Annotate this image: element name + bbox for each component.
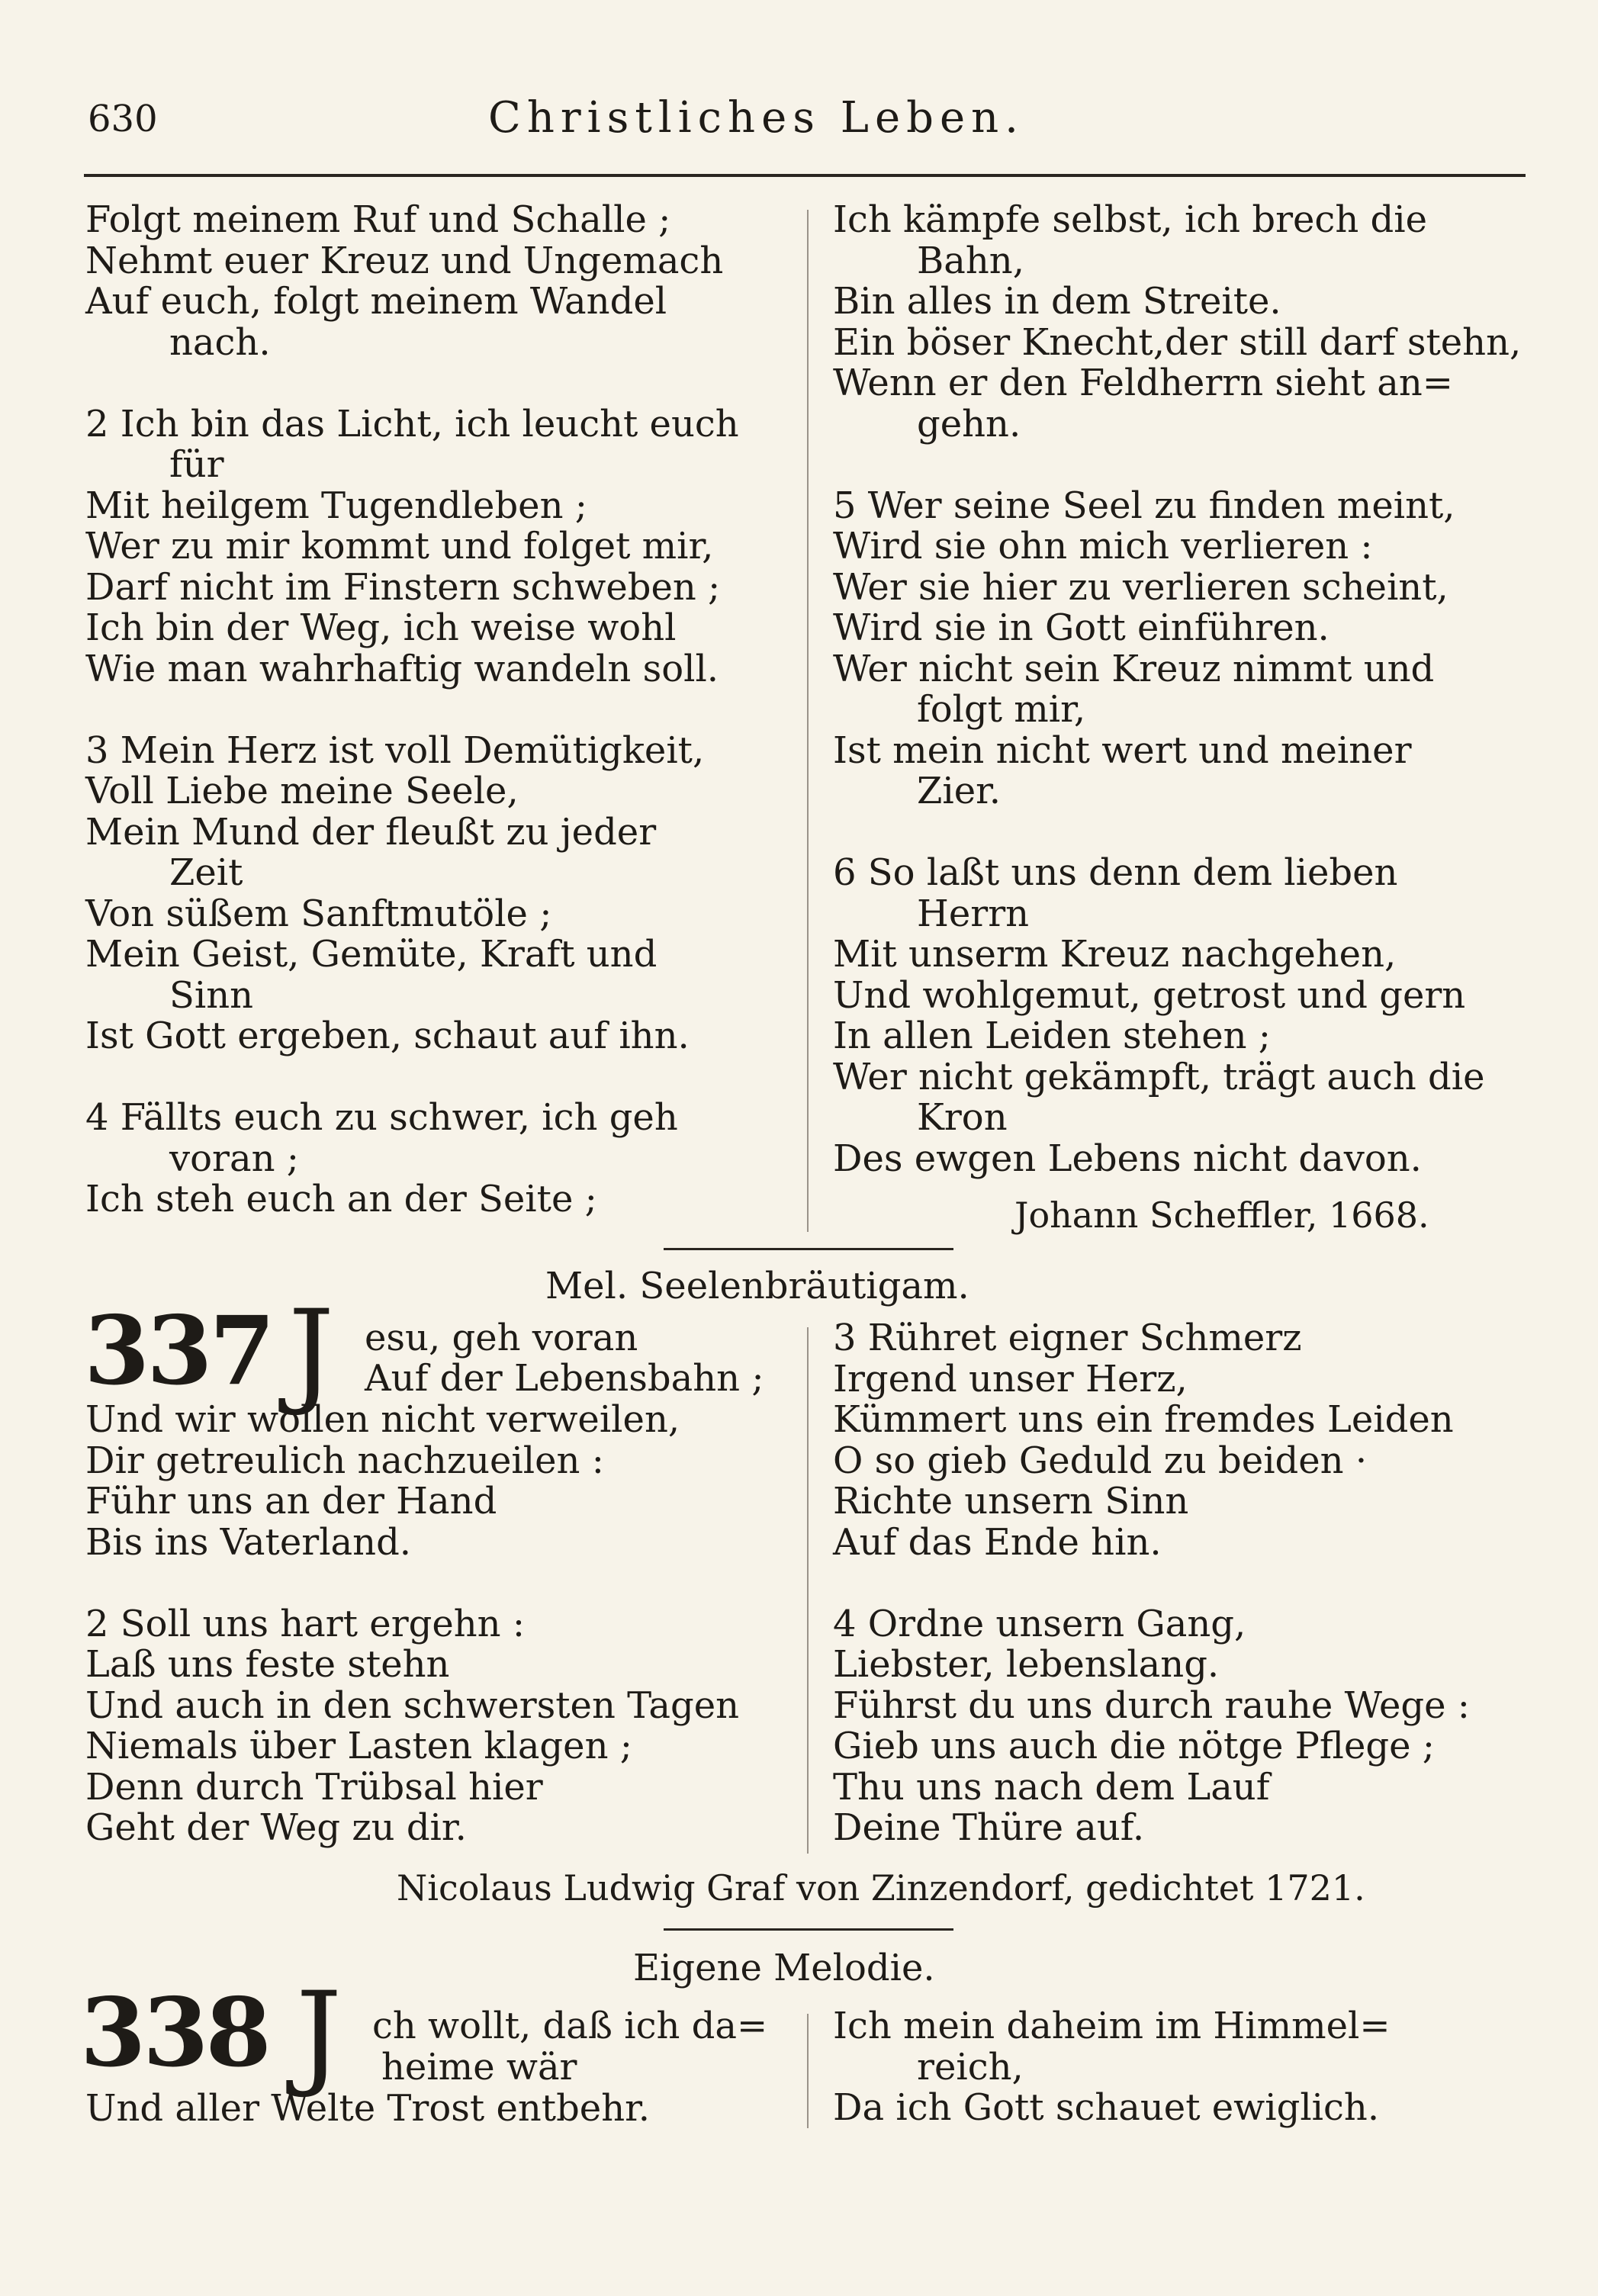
hymn-338-left-column <box>85 2089 795 2130</box>
verse-line: Gieb uns auch die nötge Pflege ; <box>833 1725 1435 1767</box>
hymn-338-right-column <box>833 2006 1535 2129</box>
verse-line: Und wohlgemut, getrost und gern <box>833 973 1466 1017</box>
verse-line: 2 Ich bin das Licht, ich leucht euch <box>85 402 739 445</box>
verse-line: Und aller Welte Trost entbehr. <box>85 2087 651 2130</box>
verse-line: Ist mein nicht wert und meiner <box>833 728 1412 772</box>
verse-line: für <box>169 443 224 486</box>
verse-line: Mein Geist, Gemüte, Kraft und <box>85 933 658 976</box>
running-title: Christliches Leben. <box>488 93 1024 143</box>
verse-line: 3 Mein Herz ist voll Demütigkeit, <box>85 728 705 772</box>
verse-line: Ich bin der Weg, ich weise wohl <box>85 606 677 649</box>
verse-line: Zeit <box>169 851 243 894</box>
verse-line: Wer nicht sein Kreuz nimmt und <box>833 647 1435 690</box>
stanza-gap <box>85 1057 795 1098</box>
verse-line: Mit heilgem Tugendleben ; <box>85 484 587 527</box>
prev-hymn-right-column <box>833 200 1535 1179</box>
verse-line: Da ich Gott schauet ewiglich. <box>833 2086 1380 2129</box>
verse-line: Herrn <box>917 892 1030 935</box>
verse-line: Auf der Lebensbahn ; <box>365 1357 764 1400</box>
verse-line: Liebster, lebenslang. <box>833 1643 1220 1686</box>
verse-line: heime wär <box>381 2046 577 2089</box>
verse-line: 6 So laßt uns denn dem lieben <box>833 851 1398 894</box>
header-rule <box>84 174 1526 177</box>
column-divider <box>807 2014 809 2128</box>
verse-line: Irgend unser Herz, <box>833 1357 1188 1400</box>
hymn-337-dropcap: J <box>288 1286 335 1419</box>
verse-line: Auf euch, folgt meinem Wandel <box>85 280 667 323</box>
section-rule <box>664 1248 953 1250</box>
column-divider <box>807 210 809 1232</box>
verse-line: Folgt meinem Ruf und Schalle ; <box>85 198 671 241</box>
stanza-gap <box>833 445 1535 486</box>
verse-line: In allen Leiden stehen ; <box>833 1015 1271 1057</box>
verse-line: nach. <box>169 320 271 364</box>
section-rule <box>664 1928 953 1931</box>
verse-line: Mit unserm Kreuz nachgehen, <box>833 933 1397 976</box>
verse-line: Und auch in den schwersten Tagen <box>85 1683 740 1727</box>
verse-line: Mein Mund der fleußt zu jeder <box>85 810 657 854</box>
verse-line: 3 Rühret eigner Schmerz <box>833 1317 1302 1359</box>
stanza-gap <box>85 363 795 404</box>
verse-line: Ich mein daheim im Himmel= <box>833 2005 1391 2047</box>
verse-line: Wie man wahrhaftig wandeln soll. <box>85 647 719 690</box>
verse-line: Ich kämpfe selbst, ich brech die <box>833 198 1427 241</box>
verse-line: Wird sie ohn mich verlieren : <box>833 525 1373 568</box>
hymn-337-author: Nicolaus Ludwig Graf von Zinzendorf, gedichtet 1721. <box>397 1867 1365 1909</box>
verse-line: Kümmert uns ein fremdes Leiden <box>833 1398 1454 1441</box>
hymn-337-left-column <box>85 1400 795 1849</box>
hymn-338-second-line <box>381 2047 793 2089</box>
verse-line: folgt mir, <box>917 688 1086 731</box>
verse-line: Führst du uns durch rauhe Wege : <box>833 1683 1470 1727</box>
verse-line: Voll Liebe meine Seele, <box>85 770 519 812</box>
stanza-gap <box>833 1563 1535 1604</box>
verse-line: Zier. <box>917 770 1002 812</box>
page-number: 630 <box>88 98 158 140</box>
verse-line: 4 Fällts euch zu schwer, ich geh <box>85 1096 678 1139</box>
verse-line: Ich steh euch an der Seite ; <box>85 1178 597 1220</box>
verse-line: ch wollt, daß ich da= <box>372 2005 768 2047</box>
verse-line: voran ; <box>169 1137 299 1180</box>
prev-hymn-left-column <box>85 200 795 1220</box>
verse-line: reich, <box>917 2045 1024 2089</box>
verse-line: Wird sie in Gott einführen. <box>833 606 1330 649</box>
hymn-337-melody: Mel. Seelenbräutigam. <box>545 1265 969 1307</box>
verse-line: Wer zu mir kommt und folget mir, <box>85 525 714 568</box>
verse-line: gehn. <box>917 402 1021 445</box>
verse-line: Bin alles in dem Streite. <box>833 280 1281 323</box>
hymn-337-number: 337 <box>84 1296 272 1407</box>
verse-line: Wenn er den Feldherrn sieht an= <box>833 362 1453 404</box>
verse-line: 4 Ordne unsern Gang, <box>833 1602 1246 1645</box>
verse-line: Kron <box>917 1096 1008 1139</box>
verse-line: Auf das Ende hin. <box>833 1520 1162 1564</box>
stanza-gap <box>85 690 795 731</box>
verse-line: Deine Thüre auf. <box>833 1806 1145 1849</box>
stanza-gap <box>85 1563 795 1604</box>
verse-line: Nehmt euer Kreuz und Ungemach <box>85 239 724 282</box>
hymn-337-second-line <box>365 1359 792 1400</box>
prev-hymn-author: Johann Scheffler, 1668. <box>1014 1195 1429 1236</box>
hymn-337-first-line <box>365 1318 792 1359</box>
column-divider <box>807 1327 809 1854</box>
verse-line: Geht der Weg zu dir. <box>85 1806 467 1849</box>
verse-line: Bis ins Vaterland. <box>85 1520 412 1564</box>
verse-line: Und wir wollen nicht verweilen, <box>85 1398 680 1441</box>
verse-line: Niemals über Lasten klagen ; <box>85 1725 632 1767</box>
verse-line: Wer sie hier zu verlieren scheint, <box>833 565 1448 609</box>
verse-line: Dir getreulich nachzueilen : <box>85 1439 604 1482</box>
verse-line: Richte unsern Sinn <box>833 1480 1189 1523</box>
verse-line: Ein böser Knecht,der still darf stehn, <box>833 320 1522 364</box>
verse-line: Darf nicht im Finstern schweben ; <box>85 565 721 609</box>
hymn-337-right-column <box>833 1318 1535 1849</box>
verse-line: Sinn <box>169 973 254 1017</box>
verse-line: O so gieb Geduld zu beiden · <box>833 1439 1368 1482</box>
verse-line: 5 Wer seine Seel zu finden meint, <box>833 484 1455 527</box>
verse-line: Von süßem Sanftmutöle ; <box>85 892 552 935</box>
stanza-gap <box>833 812 1535 854</box>
verse-line: Ist Gott ergeben, schaut auf ihn. <box>85 1015 690 1057</box>
verse-line: Führ uns an der Hand <box>85 1480 497 1523</box>
verse-line: Wer nicht gekämpft, trägt auch die <box>833 1055 1485 1098</box>
verse-line: Des ewgen Lebens nicht davon. <box>833 1137 1422 1180</box>
verse-line: Denn durch Trübsal hier <box>85 1765 543 1809</box>
hymn-338-first-line <box>372 2006 799 2047</box>
verse-line: Laß uns feste stehn <box>85 1643 450 1686</box>
verse-line: Bahn, <box>917 239 1024 282</box>
verse-line: 2 Soll uns hart ergehn : <box>85 1602 526 1645</box>
verse-line: esu, geh voran <box>365 1317 638 1359</box>
hymn-338-melody: Eigene Melodie. <box>633 1947 935 1989</box>
verse-line: Thu uns nach dem Lauf <box>833 1765 1270 1809</box>
hymn-338-dropcap: J <box>296 1968 342 2101</box>
hymn-338-number: 338 <box>80 1978 268 2089</box>
